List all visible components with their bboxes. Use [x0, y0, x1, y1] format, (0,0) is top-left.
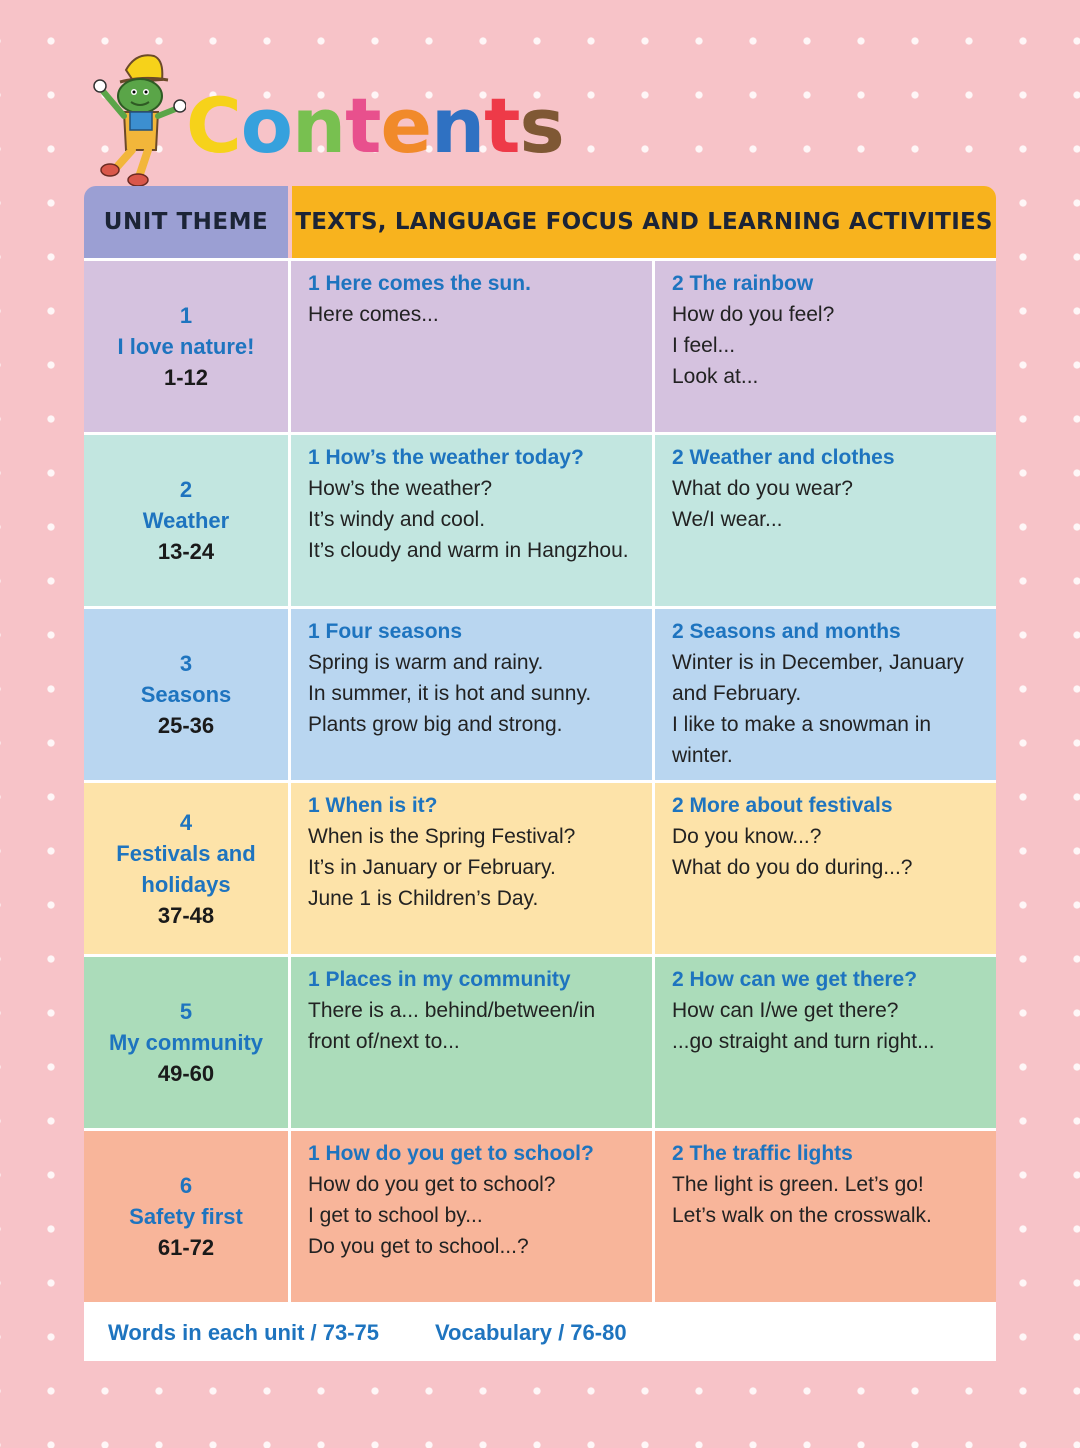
language-focus-line: Let’s walk on the crosswalk.	[672, 1204, 932, 1227]
language-focus-line: It’s in January or February.	[308, 856, 556, 879]
language-focus-line: front of/next to...	[308, 1030, 460, 1053]
unit-cell[interactable]	[84, 1131, 291, 1302]
lesson-2-cell	[655, 609, 996, 780]
lesson-heading[interactable]: 1 When is it?	[308, 794, 438, 817]
lesson-2-cell	[655, 435, 996, 606]
unit-cell[interactable]	[84, 783, 291, 954]
unit-pages: 1-12	[163, 365, 209, 390]
lesson-heading[interactable]: 2 The rainbow	[672, 272, 814, 295]
lesson-1-cell	[291, 783, 655, 954]
language-focus-line: How’s the weather?	[308, 477, 493, 500]
table-row	[84, 606, 996, 780]
header-unit-theme: UNIT THEME	[84, 186, 288, 258]
language-focus-line: The light is green. Let’s go!	[672, 1173, 924, 1196]
lesson-1-cell	[291, 957, 655, 1128]
header-texts: TEXTS, LANGUAGE FOCUS AND LEARNING ACTIVITIES	[292, 186, 996, 258]
unit-pages: 13-24	[157, 539, 215, 564]
table-header	[84, 186, 996, 258]
lesson-heading[interactable]: 1 Places in my community	[308, 968, 571, 991]
language-focus-line: Do you get to school...?	[308, 1235, 529, 1258]
language-focus-line: There is a... behind/between/in	[308, 999, 596, 1022]
lesson-heading[interactable]: 2 Weather and clothes	[672, 446, 895, 469]
footer-vocabulary-link[interactable]: Vocabulary / 76-80	[435, 1320, 627, 1345]
language-focus-line: What do you do during...?	[672, 856, 913, 879]
language-focus-line: We/I wear...	[672, 508, 783, 531]
language-focus-line: It’s windy and cool.	[308, 508, 486, 531]
language-focus-line: Here comes...	[308, 303, 439, 326]
unit-number: 5	[179, 999, 193, 1024]
unit-name: I love nature!	[117, 334, 255, 359]
language-focus-line: How can I/we get there?	[672, 999, 899, 1022]
title-letter: o	[240, 81, 292, 170]
mascot-illustration	[86, 50, 186, 188]
language-focus-line: I feel...	[672, 334, 736, 357]
lesson-heading[interactable]: 1 How do you get to school?	[308, 1142, 594, 1165]
lesson-2-cell	[655, 957, 996, 1128]
lesson-heading[interactable]: 1 Here comes the sun.	[308, 272, 531, 295]
language-focus-line: When is the Spring Festival?	[308, 825, 576, 848]
title-letter: s	[519, 81, 564, 170]
title-area	[86, 50, 586, 190]
table-row	[84, 258, 996, 432]
unit-number: 1	[179, 303, 193, 328]
unit-pages: 25-36	[157, 713, 215, 738]
footer-words-link[interactable]: Words in each unit / 73-75	[108, 1320, 379, 1345]
table-body	[84, 258, 996, 1302]
table-row	[84, 432, 996, 606]
language-focus-line: I like to make a snowman in	[672, 713, 932, 736]
unit-name: Seasons	[140, 682, 232, 707]
unit-cell[interactable]	[84, 435, 291, 606]
unit-pages: 37-48	[157, 902, 215, 928]
table-row	[84, 1128, 996, 1302]
unit-name: Safety first	[129, 1204, 243, 1229]
language-focus-line: and February.	[672, 682, 802, 705]
table-row	[84, 780, 996, 954]
unit-number: 2	[179, 477, 193, 502]
contents-table	[84, 186, 996, 1361]
unit-pages: 61-72	[157, 1235, 215, 1260]
lesson-2-cell	[655, 261, 996, 432]
language-focus-line: ...go straight and turn right...	[672, 1030, 935, 1053]
unit-number: 4	[179, 809, 193, 835]
lesson-heading[interactable]: 2 How can we get there?	[672, 968, 918, 991]
unit-cell[interactable]	[84, 957, 291, 1128]
language-focus-line: Look at...	[672, 365, 759, 388]
lesson-heading[interactable]: 2 More about festivals	[672, 794, 893, 817]
table-row	[84, 954, 996, 1128]
unit-cell[interactable]	[84, 261, 291, 432]
unit-name: My community	[108, 1030, 264, 1055]
lesson-2-cell	[655, 1131, 996, 1302]
unit-name: Weather	[142, 508, 230, 533]
lesson-1-cell	[291, 435, 655, 606]
unit-number: 6	[179, 1173, 193, 1198]
language-focus-line: How do you get to school?	[308, 1173, 556, 1196]
title-letter: t	[484, 81, 520, 170]
lesson-1-cell	[291, 609, 655, 780]
lesson-heading[interactable]: 2 Seasons and months	[672, 620, 901, 643]
title-letter: n	[292, 81, 346, 170]
lesson-heading[interactable]: 1 Four seasons	[308, 620, 463, 643]
language-focus-line: winter.	[672, 744, 733, 767]
language-focus-line: What do you wear?	[672, 477, 853, 500]
language-focus-line: June 1 is Children’s Day.	[308, 887, 539, 910]
table-footer	[84, 1302, 996, 1361]
language-focus-line: It’s cloudy and warm in Hangzhou.	[308, 539, 629, 562]
language-focus-line: Winter is in December, January	[672, 651, 964, 674]
language-focus-line: I get to school by...	[308, 1204, 483, 1227]
language-focus-line: In summer, it is hot and sunny.	[308, 682, 592, 705]
lesson-1-cell	[291, 1131, 655, 1302]
language-focus-line: Do you know...?	[672, 825, 822, 848]
lesson-heading[interactable]: 1 How’s the weather today?	[308, 446, 584, 469]
language-focus-line: How do you feel?	[672, 303, 835, 326]
page-title	[186, 81, 564, 170]
language-focus-line: Plants grow big and strong.	[308, 713, 563, 736]
title-letter: t	[345, 81, 381, 170]
unit-name: Festivals and holidays	[116, 840, 256, 897]
title-letter: C	[186, 81, 241, 170]
unit-number: 3	[179, 651, 193, 676]
unit-pages: 49-60	[157, 1061, 215, 1086]
title-letter: e	[380, 81, 431, 170]
title-letter: n	[431, 81, 485, 170]
unit-cell[interactable]	[84, 609, 291, 780]
lesson-2-cell	[655, 783, 996, 954]
lesson-1-cell	[291, 261, 655, 432]
language-focus-line: Spring is warm and rainy.	[308, 651, 544, 674]
lesson-heading[interactable]: 2 The traffic lights	[672, 1142, 853, 1165]
